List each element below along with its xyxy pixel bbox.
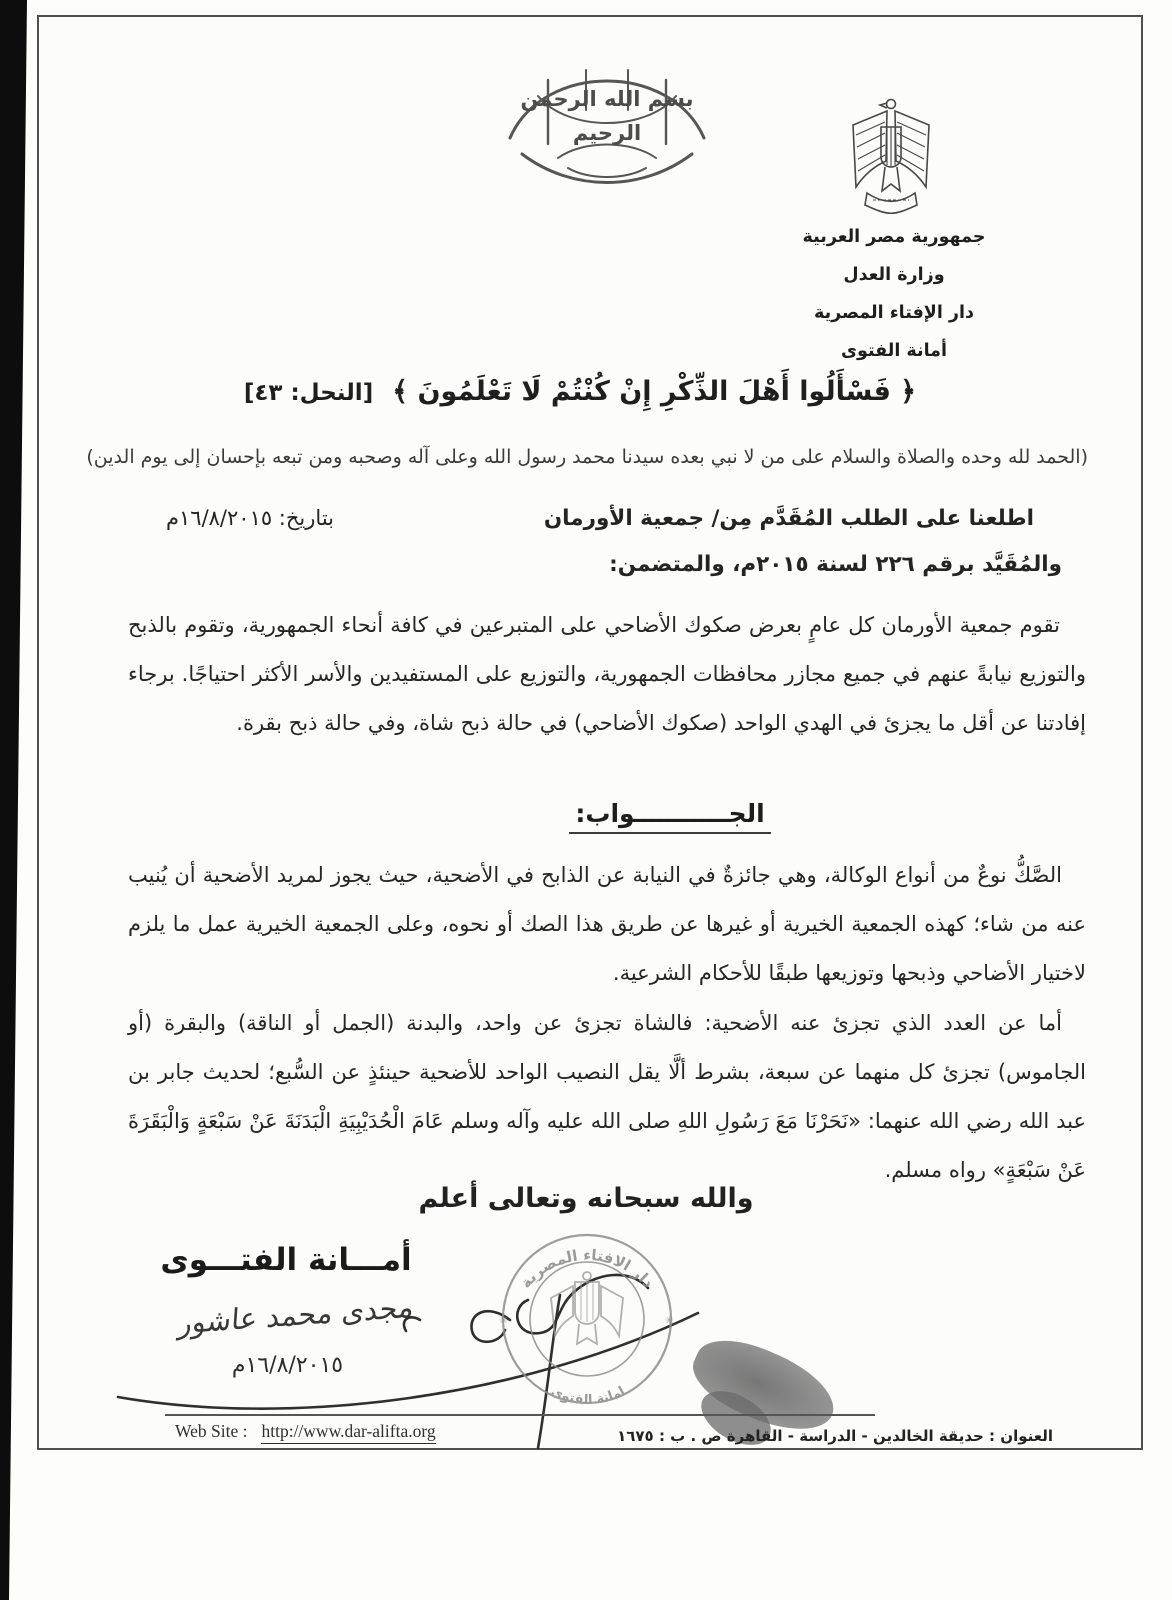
quran-verse-reference: [النحل: ٤٣] [243, 380, 374, 406]
org-line-ministry: وزارة العدل [843, 265, 945, 285]
stamp-top-text: دار الافتاء المصرية [516, 1245, 658, 1292]
quran-verse-line [100, 376, 1060, 407]
answer-body [128, 851, 1086, 1195]
website-url: http://www.dar-alifta.org [261, 1421, 435, 1444]
signature-title: أمـــانة الفتـــوى [160, 1242, 412, 1278]
egypt-eagle-emblem-icon [843, 95, 939, 215]
website-label: Web Site : [175, 1421, 248, 1441]
org-line-secretariat: أمانة الفتوى [841, 341, 947, 361]
org-line-darifta: دار الإفتاء المصرية [813, 303, 974, 323]
answer-heading: الجـــــــــــواب: [569, 799, 770, 834]
scanner-edge-strip [0, 0, 27, 1600]
quran-verse-text: ﴿ فَسْأَلُوا أَهْلَ الذِّكْرِ إِنْ كُنْتُمْ لَا تَعْلَمُونَ ﴾ [392, 376, 917, 407]
signature-name-handwritten: مجدى محمد عاشور [176, 1289, 416, 1341]
closing-statement: والله سبحانه وتعالى أعلم [418, 1183, 754, 1214]
answer-heading-wrap [470, 799, 870, 834]
request-body-paragraph: تقوم جمعية الأورمان كل عامٍ بعرض صكوك الأضاحي على المتبرعين في كافة أنحاء الجمهورية، وتقوم بالذبح والتوزيع نيابةً عنهم في جميع مجازر محافظات الجمهورية، والتوزيع على المستفيدين والأسر الأكثر احتياجًا. برجاء إفادتنا عن أقل ما يجزئ في الهدي الواحد (صكوك الأضاحي) في حالة ذبح شاة، وفي حالة ذبح بقرة. [128, 613, 1086, 735]
basmala-text: بسم الله الرحمن الرحيم [520, 87, 694, 145]
stamp-ornament-right: ✳ [665, 1314, 675, 1327]
hamdala-line: (الحمد لله وحده والصلاة والسلام على من لا نبي بعده سيدنا محمد رسول الله وعلى آله وصحبه ومن تبعه بإحسان إلى يوم الدين) [86, 446, 1088, 468]
org-line-country: جمهورية مصر العربية [802, 227, 986, 247]
stamp-bottom-text: امانة الفتوى [548, 1383, 628, 1408]
footer-divider-rule [165, 1414, 875, 1416]
address-line: العنوان : حديقة الخالدين - الدراسة - القاهرة ص . ب : ١٦٧٥ [617, 1427, 1053, 1445]
request-registration: والمُقَيَّد برقم ٢٢٦ لسنة ٢٠١٥م، والمتضمن: [609, 552, 1062, 577]
svg-text:امانة الفتوى [549, 1384, 628, 1408]
letterhead-org-block [778, 218, 1010, 370]
official-stamp-icon [455, 1224, 720, 1409]
request-intro: اطلعنا على الطلب المُقَدَّم مِن/ جمعية الأورمان [543, 506, 1034, 531]
stamp-eagle-icon [551, 1272, 623, 1344]
website-row [175, 1421, 436, 1444]
answer-paragraph-1: الصَّكُّ نوعٌ من أنواع الوكالة، وهي جائزةٌ في النيابة عن الذابح في الأضحية، حيث يجوز لمريد الأضحية أن يُنيب عنه من شاء؛ كهذه الجمعية الخيرية أو غيرها عن طريق هذا الصك أو نحوه، وعلى الجمعية الخيرية عمل ما يلزم لاختيار الأضاحي وذبحها وتوزيعها طبقًا للأحكام الشرعية. [128, 863, 1086, 985]
answer-paragraph-2: أما عن العدد الذي تجزئ عنه الأضحية: فالشاة تجزئ عن واحد، والبدنة (الجمل أو الناقة) والبقرة (أو الجاموس) تجزئ كل منهما عن سبعة، بشرط ألَّا يقل النصيب الواحد للأضحية حينئذٍ عن السُّبع؛ لحديث جابر بن عبد الله رضي الله عنهما: «نَحَرْنَا مَعَ رَسُولِ اللهِ صلى الله عليه وآله وسلم عَامَ الْحُدَيْبِيَةِ الْبَدَنَةَ عَنْ سَبْعَةٍ وَالْبَقَرَةَ عَنْ سَبْعَةٍ» رواه مسلم. [128, 1011, 1086, 1182]
stamp-ornament-left: ✳ [499, 1314, 509, 1327]
basmala-calligraphy-emblem [488, 40, 726, 208]
signature-date: ١٦/٨/٢٠١٥م [231, 1353, 344, 1378]
request-intro-row [128, 506, 1086, 531]
request-date: بتاريخ: ١٦/٨/٢٠١٥م [166, 506, 334, 530]
